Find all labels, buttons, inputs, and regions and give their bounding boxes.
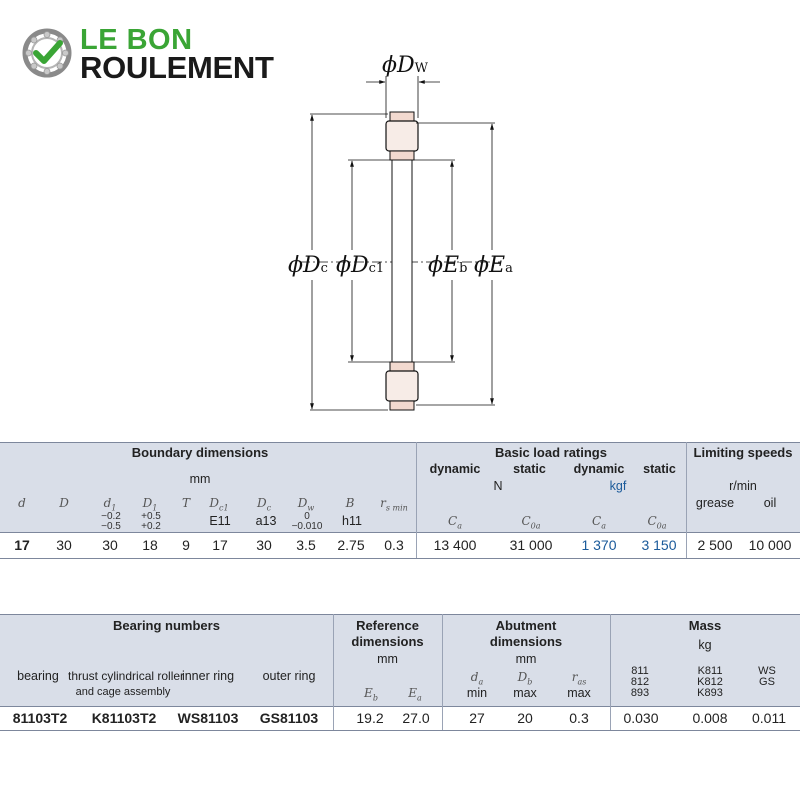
tol-dc1: E11 xyxy=(209,514,231,528)
tol-big-d1: +0.5 +0.2 xyxy=(141,511,161,532)
col-max-ras: max xyxy=(567,686,591,700)
row-dw: 3.5 xyxy=(296,537,316,553)
sym-ca-n: $C_a$ xyxy=(448,514,462,531)
row-rs: 0.3 xyxy=(384,537,404,553)
col-mass-k811: K811 K812 K893 xyxy=(697,665,723,699)
col-inner-ring: inner ring xyxy=(181,669,235,683)
limiting-speeds-header: Limiting speeds xyxy=(693,445,793,460)
row-dc: 30 xyxy=(256,537,272,553)
sym-big-d1: $D_1$ xyxy=(142,496,158,513)
reference-unit: mm xyxy=(377,652,398,666)
abutment-header: Abutment xyxy=(495,618,557,633)
abutment-header-2: dimensions xyxy=(489,634,563,649)
dim-label-eb: ϕEb xyxy=(428,253,468,278)
static-label-n: static xyxy=(513,462,546,476)
oil-label: oil xyxy=(763,496,777,510)
static-label-kgf: static xyxy=(643,462,676,476)
tol-b: h11 xyxy=(342,514,362,528)
row-ca-n: 13 400 xyxy=(433,537,477,553)
col-outer-ring: outer ring xyxy=(262,669,316,683)
basic-load-ratings-header: Basic load ratings xyxy=(495,445,607,460)
sym-dw: $D_w$ xyxy=(297,496,315,513)
abutment-unit: mm xyxy=(515,652,537,666)
sym-db: $D_b$ xyxy=(517,670,533,687)
row-da: 27 xyxy=(469,710,485,726)
sym-c0a-kgf: $C_{0a}$ xyxy=(647,514,667,531)
sym-ras: $r_{as}$ xyxy=(571,670,587,687)
col-mass-ws: WS GS xyxy=(758,665,776,688)
col-mass-811: 811 812 893 xyxy=(630,665,650,699)
boundary-unit: mm xyxy=(189,472,211,486)
row-eb: 19.2 xyxy=(356,710,384,726)
tol-d1: −0.2 −0.5 xyxy=(101,511,121,532)
tol-dc: a13 xyxy=(255,514,277,528)
sym-t: T xyxy=(181,496,190,510)
tol-dw: 0 −0.010 xyxy=(291,511,323,532)
col-assembly: thrust cylindrical roller and cage assembly xyxy=(68,669,185,698)
grease-label: grease xyxy=(695,496,735,510)
reference-header-2: dimensions xyxy=(351,634,424,649)
upper-roller xyxy=(386,112,418,160)
row-ras: 0.3 xyxy=(569,710,589,726)
mass-unit: kg xyxy=(698,638,712,652)
mass-header: Mass xyxy=(688,618,722,633)
row-d1: 30 xyxy=(102,537,118,553)
row-big-d: 30 xyxy=(56,537,72,553)
dimensions-table xyxy=(0,442,800,562)
row-ca-kgf: 1 370 xyxy=(581,537,617,553)
row-b: 2.75 xyxy=(337,537,365,553)
dim-label-dc1: ϕDc1 xyxy=(336,253,385,278)
dynamic-label-kgf: dynamic xyxy=(573,462,625,476)
dynamic-label-n: dynamic xyxy=(429,462,481,476)
row-grease: 2 500 xyxy=(697,537,733,553)
sym-b: B xyxy=(345,496,355,510)
row-bearing: 81103T2 xyxy=(12,710,68,726)
reference-header: Reference xyxy=(356,618,419,633)
bearing-numbers-table xyxy=(0,614,800,730)
col-bearing: bearing xyxy=(17,669,59,683)
logo-text-bottom: ROULEMENT xyxy=(80,50,274,85)
unit-n: N xyxy=(493,479,503,493)
dim-label-ea: ϕEa xyxy=(474,253,513,278)
dim-label-dw: ϕDW xyxy=(382,53,429,78)
boundary-dimensions-header: Boundary dimensions xyxy=(131,445,269,460)
row-inner-ring: WS81103 xyxy=(177,710,239,726)
sym-d1: $d_1$ xyxy=(103,496,117,513)
unit-rpm: r/min xyxy=(729,479,757,493)
sym-rs: $r_{s min}$ xyxy=(380,496,408,513)
sym-dc1: $D_{c1}$ xyxy=(209,496,229,513)
sym-big-d: D xyxy=(59,496,69,510)
sym-c0a-n: $C_{0a}$ xyxy=(521,514,541,531)
row-c0a-kgf: 3 150 xyxy=(641,537,677,553)
row-mass-811: 0.030 xyxy=(623,710,659,726)
row-assembly: K81103T2 xyxy=(91,710,157,726)
lower-roller xyxy=(386,362,418,410)
row-ea: 27.0 xyxy=(402,710,430,726)
row-mass-ws: 0.011 xyxy=(752,710,786,726)
row-t: 9 xyxy=(182,537,190,553)
dim-label-dc: ϕDc xyxy=(288,253,328,278)
row-d: 17 xyxy=(14,537,30,553)
unit-kgf: kgf xyxy=(609,479,627,493)
row-dc1: 17 xyxy=(212,537,228,553)
row-mass-k811: 0.008 xyxy=(692,710,728,726)
col-min: min xyxy=(466,686,488,700)
sym-dc: $D_c$ xyxy=(256,496,272,513)
row-outer-ring: GS81103 xyxy=(259,710,319,726)
sym-ea: $E_a$ xyxy=(408,686,422,703)
row-big-d1: 18 xyxy=(142,537,158,553)
bearing-numbers-header: Bearing numbers xyxy=(113,618,220,633)
col-max-db: max xyxy=(513,686,537,700)
sym-eb: $E_b$ xyxy=(364,686,378,703)
row-oil: 10 000 xyxy=(748,537,792,553)
row-db: 20 xyxy=(517,710,533,726)
sym-da: $d_a$ xyxy=(470,670,484,687)
row-c0a-n: 31 000 xyxy=(509,537,553,553)
sym-ca-kgf: $C_a$ xyxy=(592,514,606,531)
logo-text-top: LE BON xyxy=(80,24,193,56)
sym-d: d xyxy=(18,496,26,510)
